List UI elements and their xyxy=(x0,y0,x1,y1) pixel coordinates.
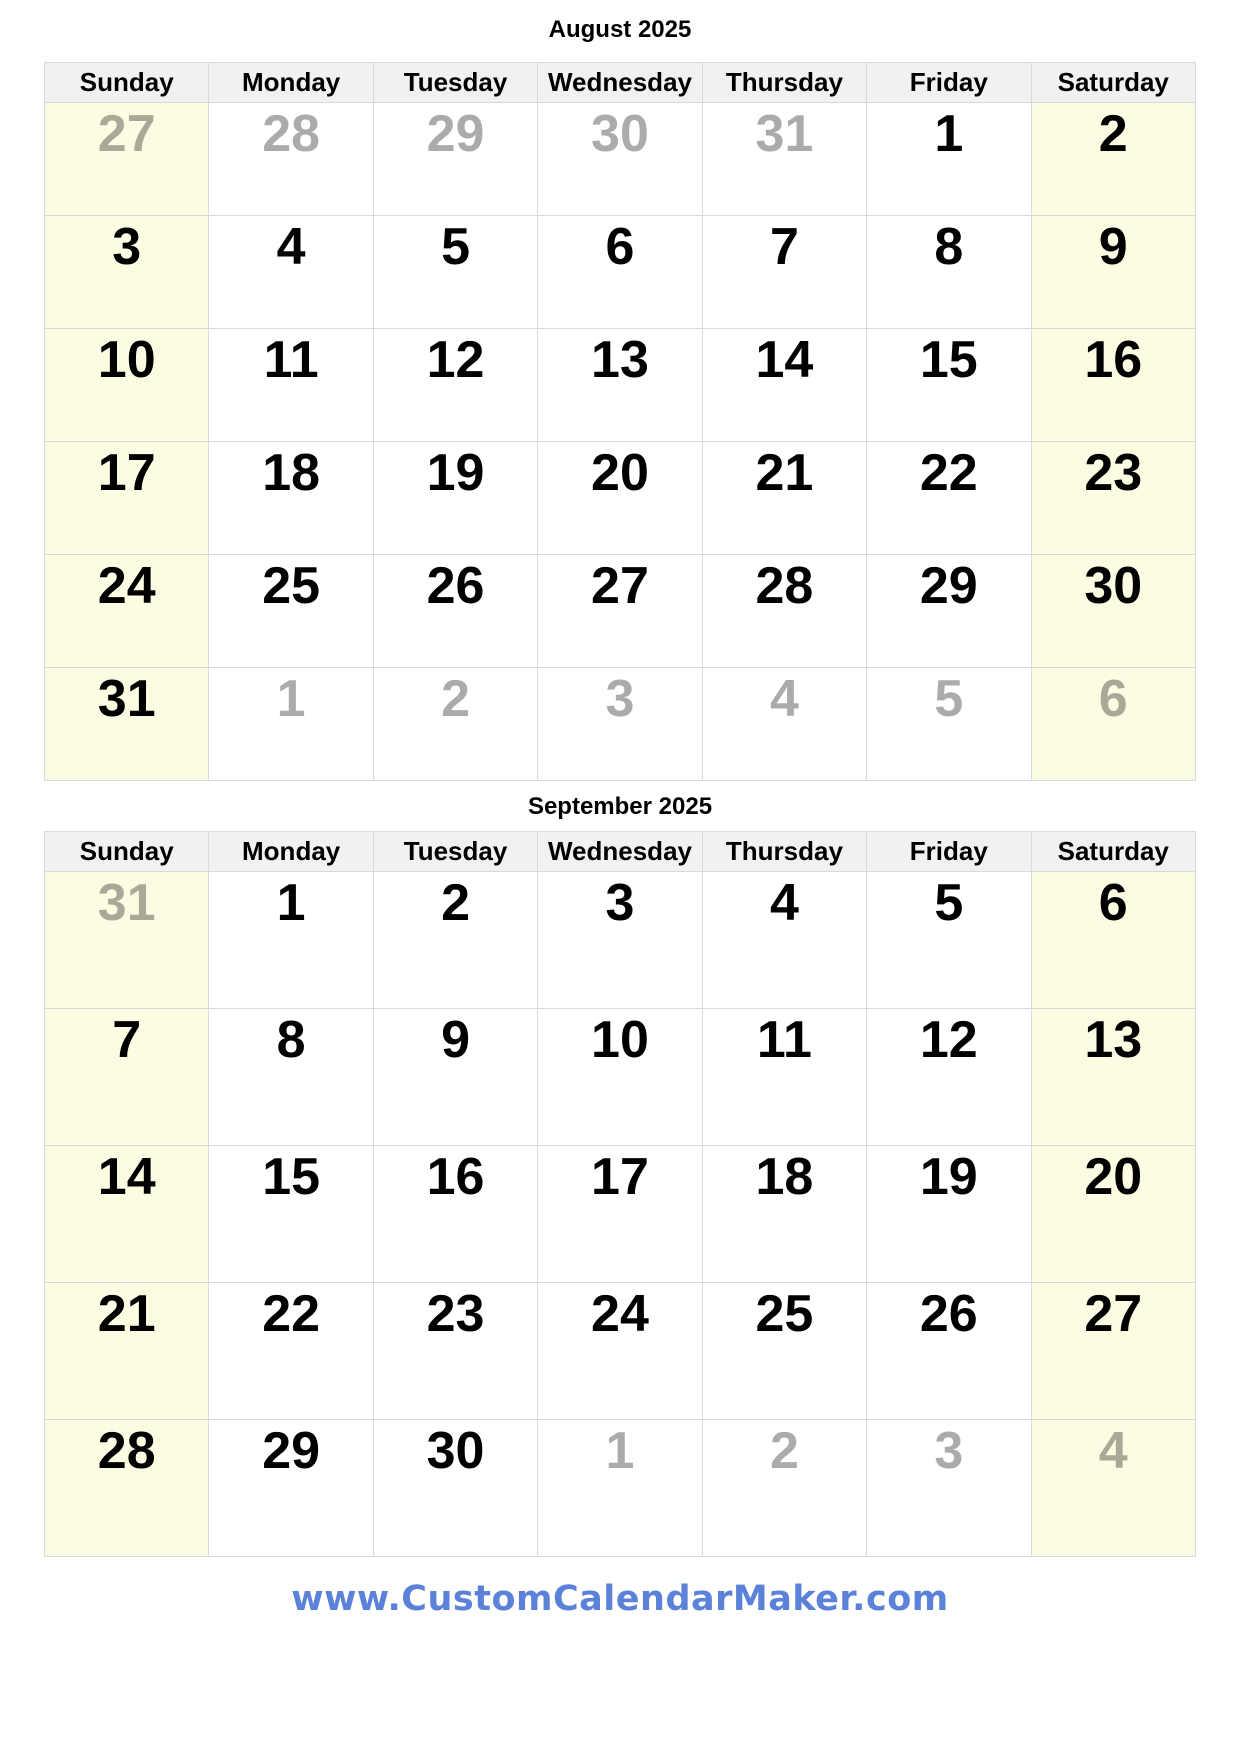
day-cell: 14 xyxy=(45,1146,209,1283)
day-cell: 26 xyxy=(867,1283,1031,1420)
day-cell: 10 xyxy=(45,329,209,442)
weekday-header-row xyxy=(45,832,1196,872)
day-cell: 17 xyxy=(538,1146,702,1283)
day-cell: 5 xyxy=(867,872,1031,1009)
day-cell: 3 xyxy=(867,1420,1031,1557)
weekday-header-tuesday: Tuesday xyxy=(373,63,537,103)
day-cell: 31 xyxy=(702,103,866,216)
day-cell: 18 xyxy=(702,1146,866,1283)
day-cell: 24 xyxy=(538,1283,702,1420)
day-cell: 23 xyxy=(373,1283,537,1420)
day-cell: 30 xyxy=(538,103,702,216)
day-cell: 29 xyxy=(373,103,537,216)
weekday-header-wednesday: Wednesday xyxy=(538,832,702,872)
footer-link[interactable]: www.CustomCalendarMaker.com xyxy=(291,1579,949,1619)
day-cell: 4 xyxy=(702,668,866,781)
day-cell: 19 xyxy=(867,1146,1031,1283)
day-cell: 24 xyxy=(45,555,209,668)
weekday-header-thursday: Thursday xyxy=(702,832,866,872)
weekday-header-thursday: Thursday xyxy=(702,63,866,103)
day-cell: 23 xyxy=(1031,442,1195,555)
day-cell: 27 xyxy=(538,555,702,668)
day-cell: 21 xyxy=(45,1283,209,1420)
calendar-week-row xyxy=(45,442,1196,555)
day-cell: 1 xyxy=(209,872,373,1009)
day-cell: 2 xyxy=(1031,103,1195,216)
day-cell: 12 xyxy=(373,329,537,442)
calendar-week-row xyxy=(45,1009,1196,1146)
day-cell: 29 xyxy=(867,555,1031,668)
day-cell: 7 xyxy=(702,216,866,329)
weekday-header-friday: Friday xyxy=(867,63,1031,103)
day-cell: 6 xyxy=(538,216,702,329)
calendar-week-row xyxy=(45,1283,1196,1420)
day-cell: 31 xyxy=(45,872,209,1009)
day-cell: 16 xyxy=(373,1146,537,1283)
day-cell: 10 xyxy=(538,1009,702,1146)
day-cell: 4 xyxy=(209,216,373,329)
day-cell: 8 xyxy=(867,216,1031,329)
calendar-week-row xyxy=(45,1420,1196,1557)
weekday-header-monday: Monday xyxy=(209,832,373,872)
weekday-header-tuesday: Tuesday xyxy=(373,832,537,872)
weekday-header-monday: Monday xyxy=(209,63,373,103)
day-cell: 2 xyxy=(373,872,537,1009)
day-cell: 26 xyxy=(373,555,537,668)
day-cell: 6 xyxy=(1031,872,1195,1009)
footer xyxy=(0,1579,1240,1619)
day-cell: 28 xyxy=(702,555,866,668)
day-cell: 9 xyxy=(373,1009,537,1146)
day-cell: 20 xyxy=(538,442,702,555)
day-cell: 27 xyxy=(45,103,209,216)
day-cell: 12 xyxy=(867,1009,1031,1146)
day-cell: 13 xyxy=(1031,1009,1195,1146)
august-title: August 2025 xyxy=(548,16,692,43)
day-cell: 27 xyxy=(1031,1283,1195,1420)
day-cell: 25 xyxy=(702,1283,866,1420)
day-cell: 31 xyxy=(45,668,209,781)
day-cell: 29 xyxy=(209,1420,373,1557)
day-cell: 17 xyxy=(45,442,209,555)
weekday-header-row xyxy=(45,63,1196,103)
day-cell: 15 xyxy=(867,329,1031,442)
day-cell: 15 xyxy=(209,1146,373,1283)
september-title: September 2025 xyxy=(527,793,713,820)
calendar-week-row xyxy=(45,216,1196,329)
day-cell: 1 xyxy=(867,103,1031,216)
day-cell: 28 xyxy=(209,103,373,216)
day-cell: 3 xyxy=(45,216,209,329)
day-cell: 4 xyxy=(1031,1420,1195,1557)
day-cell: 21 xyxy=(702,442,866,555)
day-cell: 2 xyxy=(702,1420,866,1557)
day-cell: 2 xyxy=(373,668,537,781)
calendar-week-row xyxy=(45,668,1196,781)
weekday-header-sunday: Sunday xyxy=(45,832,209,872)
day-cell: 1 xyxy=(209,668,373,781)
calendar-week-row xyxy=(45,329,1196,442)
day-cell: 30 xyxy=(1031,555,1195,668)
day-cell: 16 xyxy=(1031,329,1195,442)
day-cell: 22 xyxy=(209,1283,373,1420)
weekday-header-saturday: Saturday xyxy=(1031,832,1195,872)
day-cell: 1 xyxy=(538,1420,702,1557)
day-cell: 8 xyxy=(209,1009,373,1146)
day-cell: 5 xyxy=(373,216,537,329)
day-cell: 11 xyxy=(209,329,373,442)
calendar-week-row xyxy=(45,103,1196,216)
calendar-week-row xyxy=(45,872,1196,1009)
day-cell: 18 xyxy=(209,442,373,555)
weekday-header-saturday: Saturday xyxy=(1031,63,1195,103)
august-calendar xyxy=(44,62,1196,781)
weekday-header-friday: Friday xyxy=(867,832,1031,872)
day-cell: 14 xyxy=(702,329,866,442)
day-cell: 13 xyxy=(538,329,702,442)
day-cell: 3 xyxy=(538,668,702,781)
calendar-week-row xyxy=(45,1146,1196,1283)
day-cell: 7 xyxy=(45,1009,209,1146)
day-cell: 4 xyxy=(702,872,866,1009)
day-cell: 20 xyxy=(1031,1146,1195,1283)
day-cell: 25 xyxy=(209,555,373,668)
day-cell: 5 xyxy=(867,668,1031,781)
day-cell: 6 xyxy=(1031,668,1195,781)
september-calendar xyxy=(44,831,1196,1557)
day-cell: 11 xyxy=(702,1009,866,1146)
calendar-week-row xyxy=(45,555,1196,668)
day-cell: 30 xyxy=(373,1420,537,1557)
weekday-header-wednesday: Wednesday xyxy=(538,63,702,103)
day-cell: 19 xyxy=(373,442,537,555)
weekday-header-sunday: Sunday xyxy=(45,63,209,103)
day-cell: 28 xyxy=(45,1420,209,1557)
day-cell: 3 xyxy=(538,872,702,1009)
day-cell: 9 xyxy=(1031,216,1195,329)
day-cell: 22 xyxy=(867,442,1031,555)
